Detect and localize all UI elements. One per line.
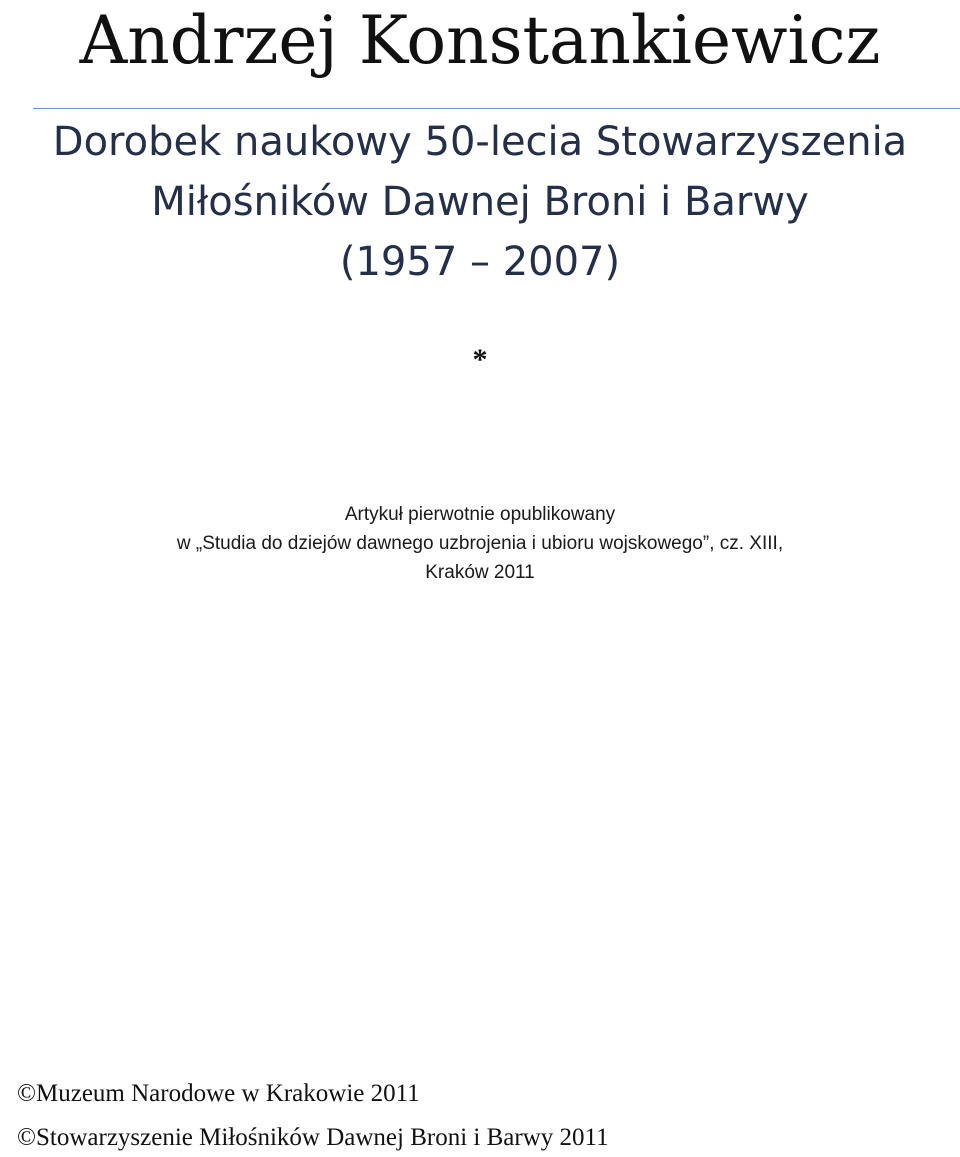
- copyright-museum: ©Muzeum Narodowe w Krakowie 2011: [17, 1080, 420, 1107]
- copyright-society: ©Stowarzyszenie Miłośników Dawnej Broni i Barwy 2011: [17, 1124, 609, 1151]
- section-separator: *: [472, 343, 488, 376]
- publication-note: [0, 500, 960, 587]
- header-divider: [33, 108, 960, 109]
- title-line-3: (1957 – 2007): [339, 239, 621, 285]
- publication-line-1: Artykuł pierwotnie opublikowany: [344, 504, 616, 525]
- document-title: [0, 112, 960, 292]
- title-line-1: Dorobek naukowy 50-lecia Stowarzyszenia: [52, 119, 908, 165]
- publication-line-2: w „Studia do dziejów dawnego uzbrojenia i ubioru wojskowego”, cz. XIII,: [176, 533, 784, 554]
- publication-line-3: Kraków 2011: [425, 562, 535, 583]
- title-line-2: Miłośników Dawnej Broni i Barwy: [151, 179, 809, 225]
- author-name: Andrzej Konstankiewicz: [79, 2, 881, 79]
